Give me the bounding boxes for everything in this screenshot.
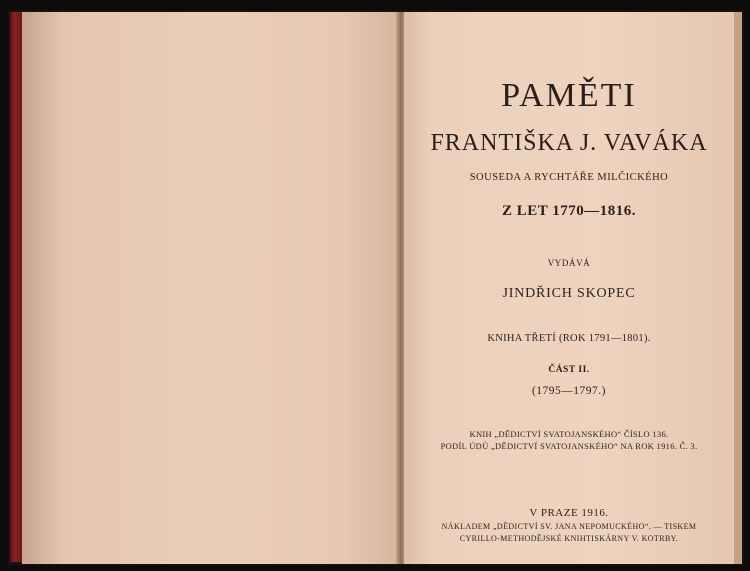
- author-name: FRANTIŠKA J. VAVÁKA: [430, 130, 708, 156]
- left-page-shadow: [22, 12, 62, 564]
- book-part: ČÁST II.: [548, 365, 590, 375]
- book-binding: [10, 12, 22, 562]
- left-page-blank: [22, 12, 400, 564]
- publisher-line-2: CYRILLO-METHODĚJSKÉ KNIHTISKÁRNY V. KOTRBY.: [459, 534, 679, 543]
- years-range: Z LET 1770—1816.: [502, 203, 636, 219]
- editor-name: JINDŘICH SKOPEC: [502, 286, 636, 301]
- part-years: (1795—1797.): [531, 385, 607, 397]
- publisher-line-1: NÁKLADEM „DĚDICTVÍ SV. JANA NEPOMUCKÉHO“. — TISKEM: [441, 522, 697, 531]
- book-title: PAMĚTI: [501, 77, 637, 114]
- series-line-1: KNIH „DĚDICTVÍ SVATOJANSKÉHO“ ČÍSLO 136.: [469, 429, 669, 439]
- series-line-2: PODÍL ÚDŮ „DĚDICTVÍ SVATOJANSKÉHO“ NA ROK 1916. Č. 3.: [440, 441, 698, 451]
- author-role: SOUSEDA A RYCHTÁŘE MILČICKÉHO: [469, 172, 669, 183]
- place-year: V PRAZE 1916.: [529, 507, 609, 519]
- book-volume: KNIHA TŘETÍ (ROK 1791—1801).: [487, 333, 651, 344]
- page-edges: [734, 12, 742, 564]
- published-by-label: VYDÁVÁ: [547, 258, 591, 268]
